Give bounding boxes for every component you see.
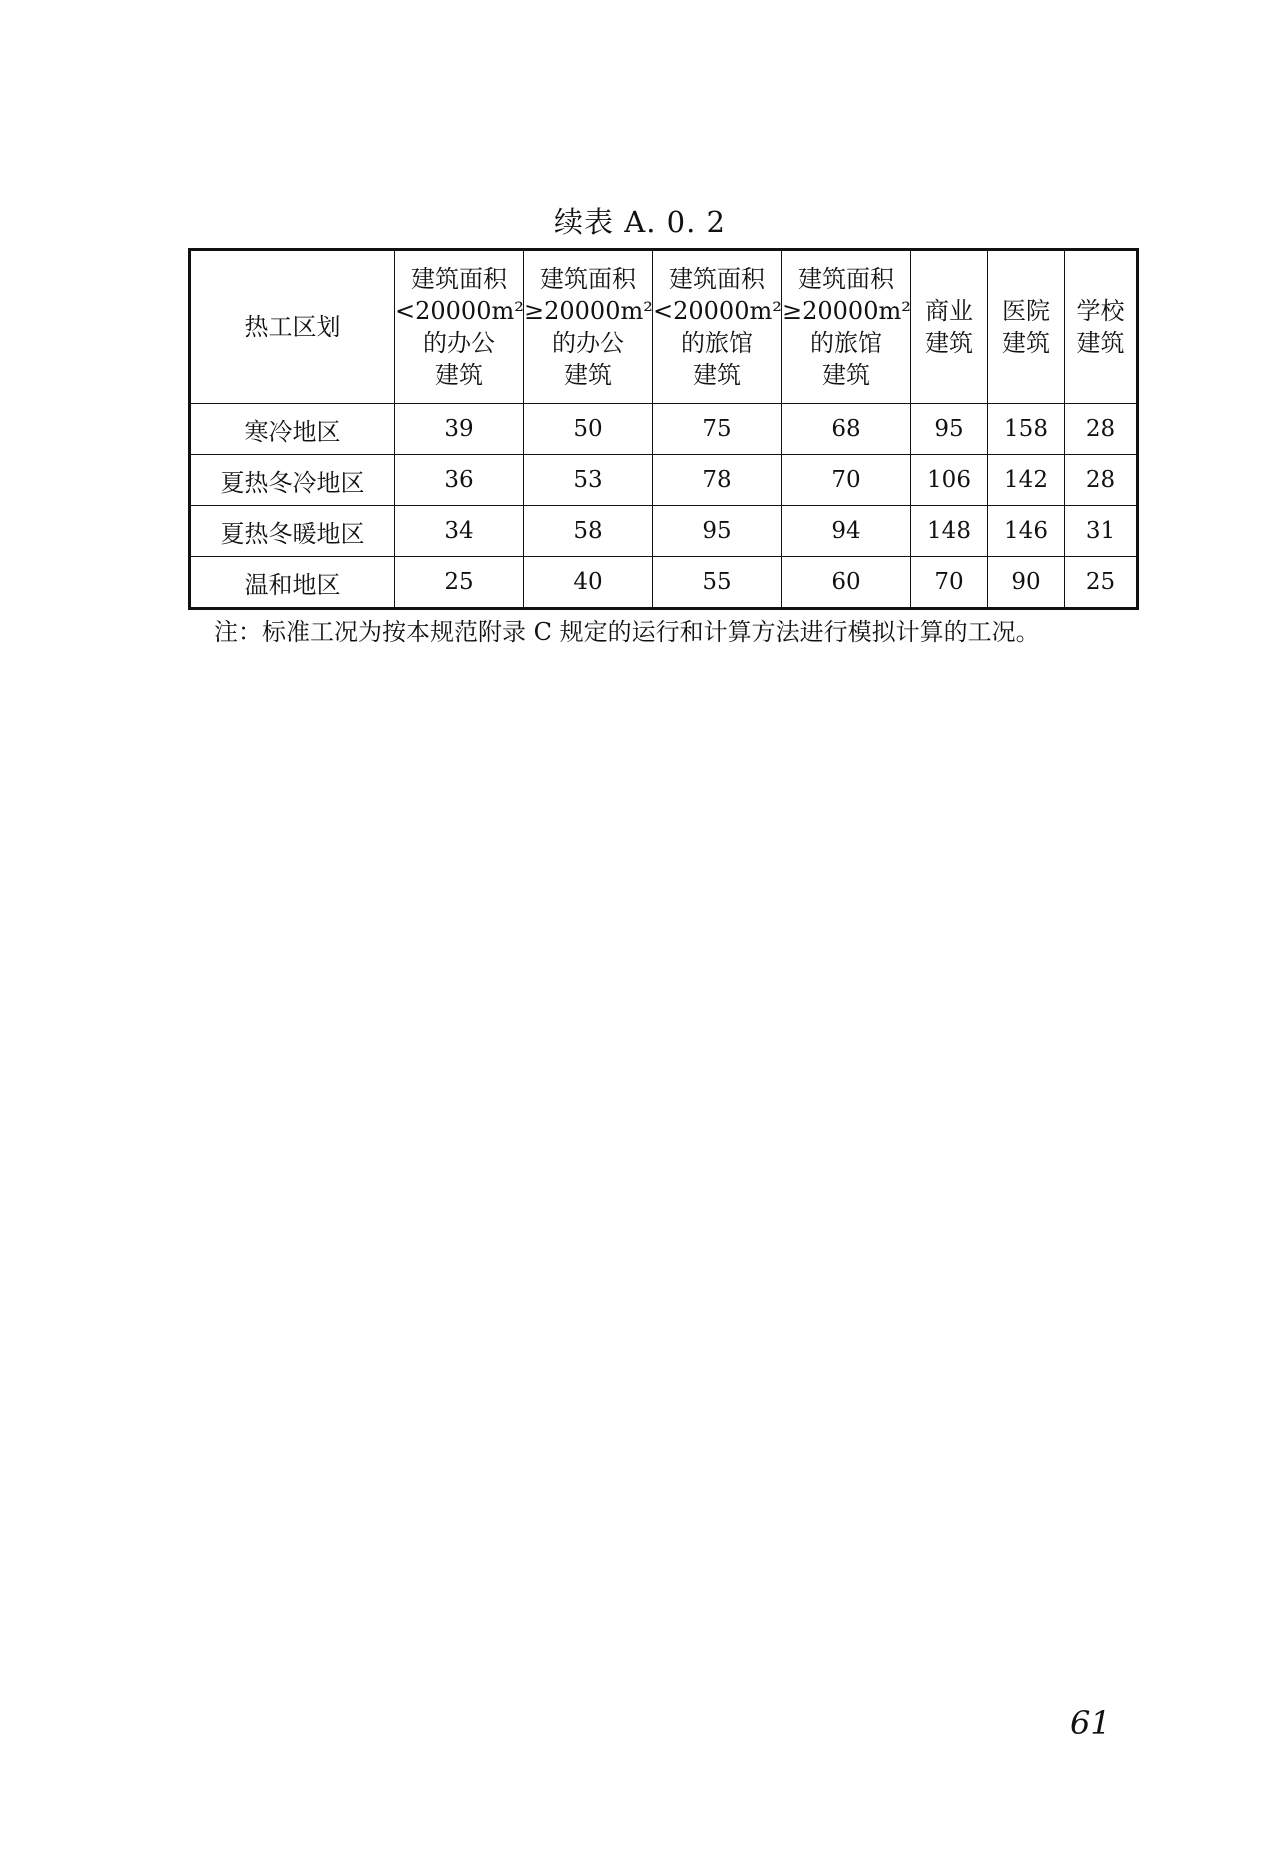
value-cell: 95 [911,404,988,455]
header-line: 商业 [925,297,973,325]
value-cell: 75 [653,404,782,455]
value-cell: 55 [653,557,782,609]
value-cell: 60 [782,557,911,609]
header-line: <20000m² [653,297,782,325]
table-header-row [190,250,1138,404]
value-cell: 34 [395,506,524,557]
value-cell: 36 [395,455,524,506]
table-row [190,404,1138,455]
value-cell: 94 [782,506,911,557]
value-cell: 53 [524,455,653,506]
table-footnote: 注：标准工况为按本规范附录 C 规定的运行和计算方法进行模拟计算的工况。 [214,618,1040,646]
value-cell: 28 [1065,404,1138,455]
energy-consumption-table [188,248,1139,610]
header-line: 医院 [1002,297,1050,325]
column-header-school [1065,250,1138,404]
header-line: 的旅馆 [681,329,753,357]
region-cell: 寒冷地区 [190,404,395,455]
value-cell: 68 [782,404,911,455]
header-line: ≥20000m² [524,297,653,325]
column-header-commercial [911,250,988,404]
header-line: 的办公 [552,329,624,357]
header-line: 建筑 [435,361,483,389]
region-cell: 夏热冬暖地区 [190,506,395,557]
value-cell: 142 [988,455,1065,506]
header-line: <20000m² [395,297,524,325]
column-header-hospital [988,250,1065,404]
column-header-hotel-large [782,250,911,404]
value-cell: 50 [524,404,653,455]
value-cell: 25 [1065,557,1138,609]
value-cell: 106 [911,455,988,506]
header-line: 建筑 [822,361,870,389]
header-line: 建筑 [693,361,741,389]
page-number: 61 [1070,1704,1111,1742]
header-line: 学校 [1076,297,1125,325]
header-line: 建筑 [564,361,612,389]
column-header-office-small [395,250,524,404]
header-line: 的办公 [423,329,495,357]
value-cell: 70 [782,455,911,506]
header-line: 建筑面积 [540,265,636,293]
region-header: 热工区划 [190,250,395,404]
header-line: 建筑 [925,329,973,357]
header-line: 建筑面积 [798,265,894,293]
value-cell: 31 [1065,506,1138,557]
table-row [190,557,1138,609]
header-line: 建筑 [1076,329,1125,357]
value-cell: 58 [524,506,653,557]
value-cell: 25 [395,557,524,609]
region-cell: 夏热冬冷地区 [190,455,395,506]
header-line: 建筑面积 [669,265,765,293]
column-header-office-large [524,250,653,404]
value-cell: 148 [911,506,988,557]
table-caption: 续表 A. 0. 2 [554,205,726,239]
header-line: 建筑面积 [411,265,507,293]
value-cell: 146 [988,506,1065,557]
value-cell: 90 [988,557,1065,609]
value-cell: 158 [988,404,1065,455]
header-line: ≥20000m² [782,297,911,325]
value-cell: 78 [653,455,782,506]
value-cell: 40 [524,557,653,609]
value-cell: 28 [1065,455,1138,506]
table-row [190,455,1138,506]
value-cell: 95 [653,506,782,557]
header-line: 的旅馆 [810,329,882,357]
value-cell: 39 [395,404,524,455]
column-header-hotel-small [653,250,782,404]
region-cell: 温和地区 [190,557,395,609]
table-row [190,506,1138,557]
value-cell: 70 [911,557,988,609]
header-line: 建筑 [1002,329,1050,357]
